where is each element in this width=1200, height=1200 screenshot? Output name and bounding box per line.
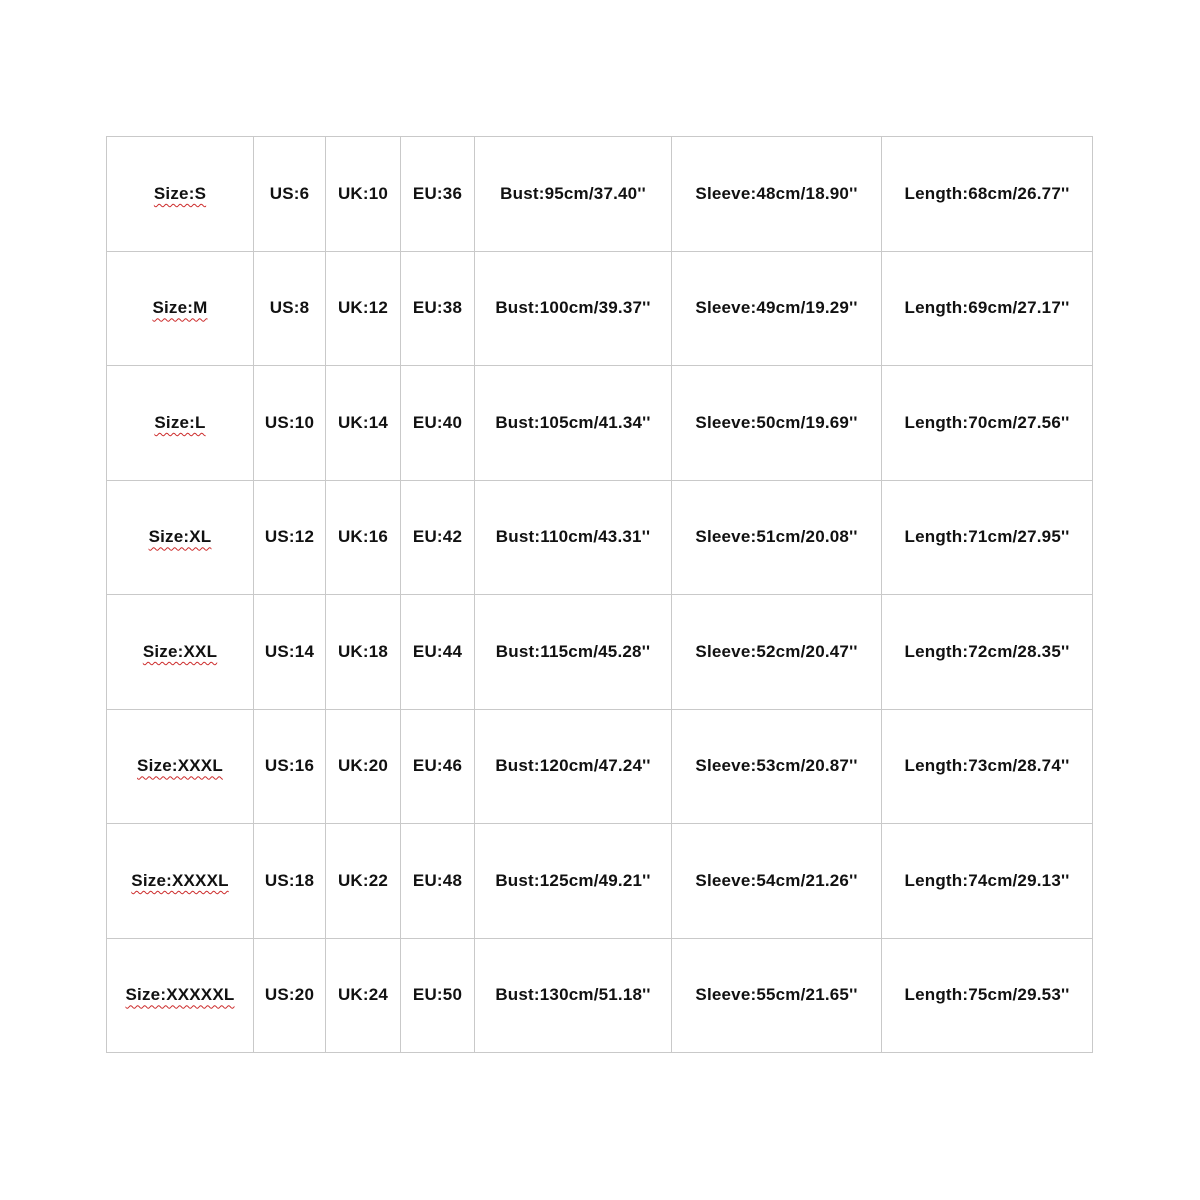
sleeve-cell: Sleeve:49cm/19.29'' [672,251,882,366]
uk-size-cell: UK:10 [326,137,401,252]
sleeve-cell: Sleeve:54cm/21.26'' [672,824,882,939]
size-label: Size:S [153,183,207,203]
eu-size-cell: EU:42 [401,480,475,595]
size-row-xxxxxl [107,938,1093,1053]
bust-cell: Bust:100cm/39.37'' [475,251,672,366]
us-size-cell: US:6 [254,137,326,252]
uk-size-cell: UK:22 [326,824,401,939]
bust-cell: Bust:95cm/37.40'' [475,137,672,252]
sleeve-cell: Sleeve:50cm/19.69'' [672,366,882,481]
size-label: Size:XXXXXL [125,985,235,1005]
size-cell [107,824,254,939]
length-cell: Length:74cm/29.13'' [882,824,1093,939]
length-cell: Length:72cm/28.35'' [882,595,1093,710]
us-size-cell: US:20 [254,938,326,1053]
eu-size-cell: EU:38 [401,251,475,366]
us-size-cell: US:18 [254,824,326,939]
uk-size-cell: UK:24 [326,938,401,1053]
eu-size-cell: EU:40 [401,366,475,481]
uk-size-cell: UK:18 [326,595,401,710]
bust-cell: Bust:105cm/41.34'' [475,366,672,481]
us-size-cell: US:16 [254,709,326,824]
bust-cell: Bust:115cm/45.28'' [475,595,672,710]
size-cell [107,137,254,252]
size-row-s [107,137,1093,252]
eu-size-cell: EU:36 [401,137,475,252]
size-cell [107,480,254,595]
size-label: Size:XL [148,527,212,547]
size-cell [107,595,254,710]
size-row-l [107,366,1093,481]
length-cell: Length:69cm/27.17'' [882,251,1093,366]
length-cell: Length:70cm/27.56'' [882,366,1093,481]
size-row-m [107,251,1093,366]
size-row-xl [107,480,1093,595]
length-cell: Length:71cm/27.95'' [882,480,1093,595]
size-chart-table [106,136,1093,1053]
bust-cell: Bust:110cm/43.31'' [475,480,672,595]
size-cell [107,709,254,824]
sleeve-cell: Sleeve:48cm/18.90'' [672,137,882,252]
bust-cell: Bust:125cm/49.21'' [475,824,672,939]
us-size-cell: US:10 [254,366,326,481]
us-size-cell: US:12 [254,480,326,595]
eu-size-cell: EU:46 [401,709,475,824]
size-cell [107,366,254,481]
sleeve-cell: Sleeve:52cm/20.47'' [672,595,882,710]
length-cell: Length:73cm/28.74'' [882,709,1093,824]
eu-size-cell: EU:50 [401,938,475,1053]
us-size-cell: US:14 [254,595,326,710]
us-size-cell: US:8 [254,251,326,366]
sleeve-cell: Sleeve:55cm/21.65'' [672,938,882,1053]
size-row-xxxxl [107,824,1093,939]
eu-size-cell: EU:48 [401,824,475,939]
bust-cell: Bust:120cm/47.24'' [475,709,672,824]
sleeve-cell: Sleeve:51cm/20.08'' [672,480,882,595]
size-cell [107,938,254,1053]
size-row-xxl [107,595,1093,710]
eu-size-cell: EU:44 [401,595,475,710]
uk-size-cell: UK:20 [326,709,401,824]
size-label: Size:XXXL [137,756,223,776]
sleeve-cell: Sleeve:53cm/20.87'' [672,709,882,824]
size-label: Size:XXXXL [131,870,229,890]
size-row-xxxl [107,709,1093,824]
bust-cell: Bust:130cm/51.18'' [475,938,672,1053]
length-cell: Length:68cm/26.77'' [882,137,1093,252]
size-label: Size:M [152,298,208,318]
uk-size-cell: UK:16 [326,480,401,595]
size-label: Size:L [154,412,206,432]
size-label: Size:XXL [142,641,218,661]
uk-size-cell: UK:14 [326,366,401,481]
size-cell [107,251,254,366]
uk-size-cell: UK:12 [326,251,401,366]
length-cell: Length:75cm/29.53'' [882,938,1093,1053]
